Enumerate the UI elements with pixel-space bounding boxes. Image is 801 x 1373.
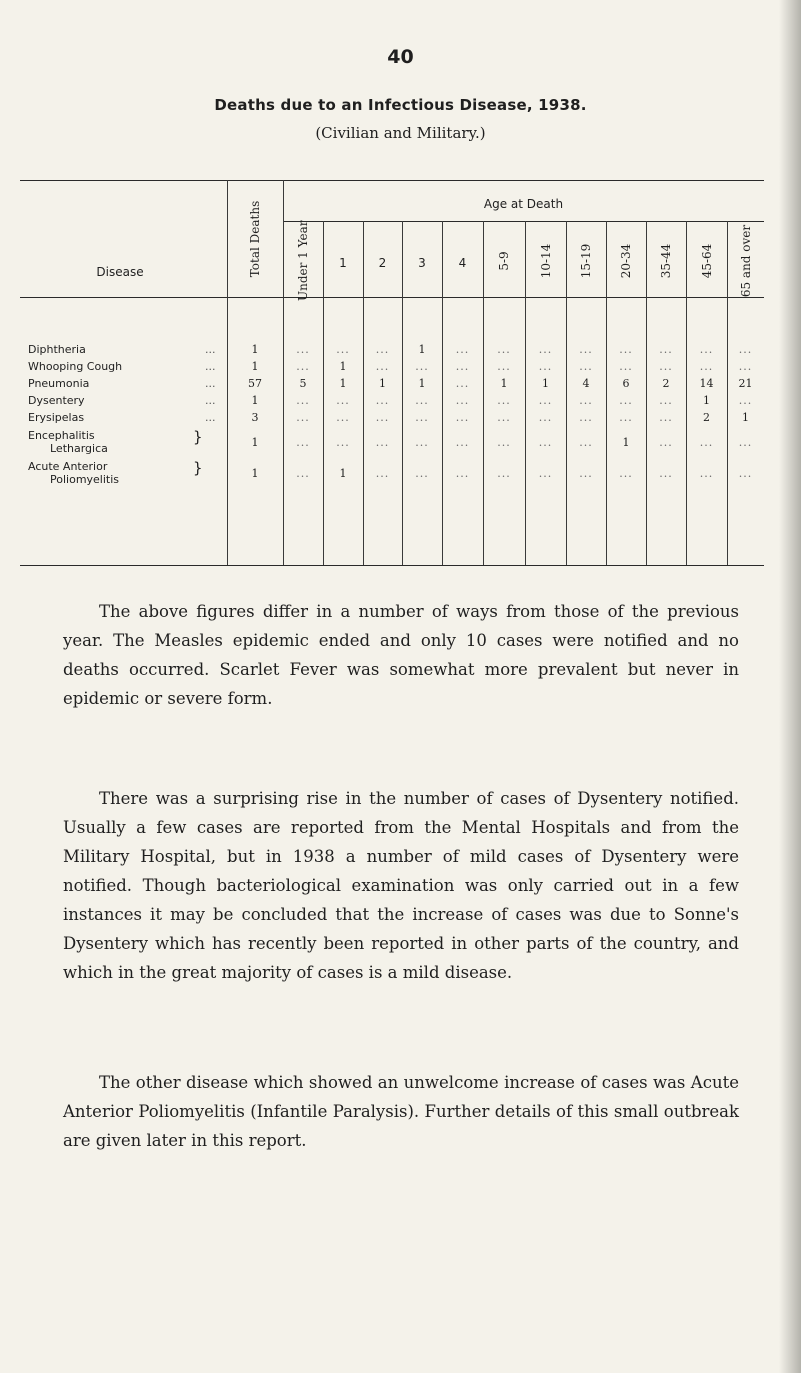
table-cell: 1 [418,343,426,356]
table-cell: ... [699,436,714,449]
column-divider [442,221,443,565]
table-cell: ... [738,343,753,356]
table-row-label: Erysipelas ... [28,411,216,424]
table-cell: ... [296,411,310,424]
body-paragraph: The other disease which showed an unwelcome increase of cases was Acute Anterior Poliomyelitis (Infantile Paralysis). Further details of this small outbreak are given later in this report. [63,1073,739,1150]
table-row-label: Diphtheria ... [28,343,216,356]
column-divider [402,221,403,565]
age-header-7: 15-19 [579,243,593,279]
table-cell: ... [579,467,593,480]
age-at-death-header: Age at Death [483,197,564,211]
table-cell: ... [455,360,470,373]
column-divider [606,221,607,565]
table-row-label: Encephalitis } Lethargica [28,428,203,455]
table-cell: ... [375,467,390,480]
table-cell-total: 1 [251,343,259,356]
table-cell-total: 3 [251,411,259,424]
table-cell: ... [699,467,714,480]
column-divider [363,221,364,565]
column-divider [566,221,567,565]
table-cell: ... [538,411,553,424]
table-cell: 5 [299,377,307,390]
table-cell: ... [455,467,470,480]
page-edge-shadow [779,0,801,1373]
table-cell: ... [579,436,593,449]
body-paragraph: There was a surprising rise in the number of cases of Dysentery notified. Usually a few cases are reported from the Mental Hospitals and from the Military Hospital, but in 1938 a number of mild cases of Dysentery were notified. Though bacteriological examination was only carried out in a few instances it may be concluded that the increase of cases was due to Sonne's Dysentery which has recently been reported in other parts of the country, and which in the great majority of cases is a mild disease. [63,789,739,982]
table-cell: ... [296,394,310,407]
age-header-9: 35-44 [659,243,673,279]
table-cell-total: 1 [251,467,259,480]
table-cell: 1 [542,377,549,390]
table-cell: 1 [339,360,347,373]
age-header-5: 5-9 [497,251,511,271]
age-header-10: 45-64 [699,243,714,279]
table-cell: ... [619,467,633,480]
table-cell: 1 [339,467,347,480]
table-cell: ... [738,360,753,373]
age-header-1: 1 [339,256,347,270]
table-cell: ... [659,436,673,449]
table-cell: ... [659,411,673,424]
table-cell: 2 [703,411,710,424]
table-cell: ... [538,436,553,449]
table-cell: ... [375,343,390,356]
table-cell-total: 57 [248,377,262,390]
table-cell: ... [619,343,633,356]
column-divider [646,221,647,565]
table-cell-total: 1 [251,436,259,449]
table-cell: ... [497,360,511,373]
table-cell: 14 [699,377,714,390]
table-cell: ... [336,343,350,356]
table-cell: 1 [500,377,508,390]
table-cell: ... [538,394,553,407]
table-cell: ... [415,360,429,373]
table-cell: ... [296,436,310,449]
table-cell: ... [455,411,470,424]
table-cell: ... [375,394,390,407]
table-cell: ... [738,436,753,449]
table-cell-total: 1 [251,360,259,373]
header-bottom-rule [20,297,764,298]
table-cell: ... [375,436,390,449]
table-cell: 1 [418,377,426,390]
table-cell: ... [579,343,593,356]
table-cell: 1 [703,394,710,407]
table-cell: ... [296,343,310,356]
column-divider [227,180,228,565]
table-cell: ... [619,360,633,373]
table-cell: ... [659,467,673,480]
table-cell: 21 [738,377,753,390]
column-divider [686,221,687,565]
table-cell: ... [538,467,553,480]
table-cell: 1 [622,436,630,449]
age-header-2: 2 [378,256,387,270]
table-cell: ... [538,360,553,373]
table-cell: ... [296,360,310,373]
table-cell: ... [375,360,390,373]
table-cell: ... [296,467,310,480]
column-divider [483,221,484,565]
table-cell: ... [455,436,470,449]
table-cell: ... [619,411,633,424]
table-row-label: Pneumonia ... [28,377,216,390]
table-row-label: Dysentery ... [28,394,216,407]
table-cell: ... [455,343,470,356]
table-cell: ... [415,436,429,449]
table-cell: ... [455,394,470,407]
table-cell: ... [738,394,753,407]
age-header-0: Under 1 Year [296,220,310,301]
table-cell: 1 [742,411,749,424]
column-divider [727,221,728,565]
table-subtitle: (Civilian and Military.) [315,124,486,142]
table-cell: 2 [662,377,670,390]
column-divider [525,221,526,565]
table-cell: ... [579,360,593,373]
table-cell: ... [375,411,390,424]
table-cell: ... [497,343,511,356]
table-cell: ... [699,360,714,373]
table-cell: ... [497,467,511,480]
table-cell: ... [579,394,593,407]
page-number: 40 [387,46,414,68]
table-row-label: Acute Anterior } Poliomyelitis [28,459,203,486]
table-cell: ... [336,411,350,424]
disease-column-header: Disease [96,265,144,279]
table-cell: ... [415,394,429,407]
age-header-8: 20-34 [619,243,633,279]
total-deaths-header: Total Deaths [248,200,262,278]
body-paragraph: The above figures differ in a number of ways from those of the previous year. The Measles epidemic ended and only 10 cases were notified and no deaths occurred. Scarlet Fever was somewhat more prevalent but never in epidemic or severe form. [63,602,739,708]
table-cell: 1 [379,377,386,390]
table-cell: ... [619,394,633,407]
table-cell: ... [659,394,673,407]
column-divider [323,221,324,565]
age-header-11: 65 and over [738,224,753,298]
table-cell-total: 1 [251,394,259,407]
table-bottom-rule [20,565,764,566]
age-header-4: 4 [458,256,467,270]
table-cell: ... [455,377,470,390]
table-row-label: Whooping Cough ... [28,360,216,373]
age-header-6: 10-14 [538,243,553,279]
table-cell: ... [659,360,673,373]
table-cell: ... [497,436,511,449]
table-cell: ... [538,343,553,356]
table-cell: 6 [622,377,630,390]
table-cell: ... [336,394,350,407]
age-header-rule [283,221,764,222]
table-cell: ... [659,343,673,356]
table-cell: 1 [339,377,347,390]
table-cell: ... [415,467,429,480]
age-header-3: 3 [418,256,426,270]
table-cell: ... [738,467,753,480]
table-cell: ... [699,343,714,356]
table-top-rule [20,180,764,181]
table-cell: ... [415,411,429,424]
table-cell: ... [497,394,511,407]
table-title: Deaths due to an Infectious Disease, 1938. [214,96,587,114]
table-cell: 4 [582,377,590,390]
table-cell: ... [336,436,350,449]
table-cell: ... [497,411,511,424]
table-cell: ... [579,411,593,424]
